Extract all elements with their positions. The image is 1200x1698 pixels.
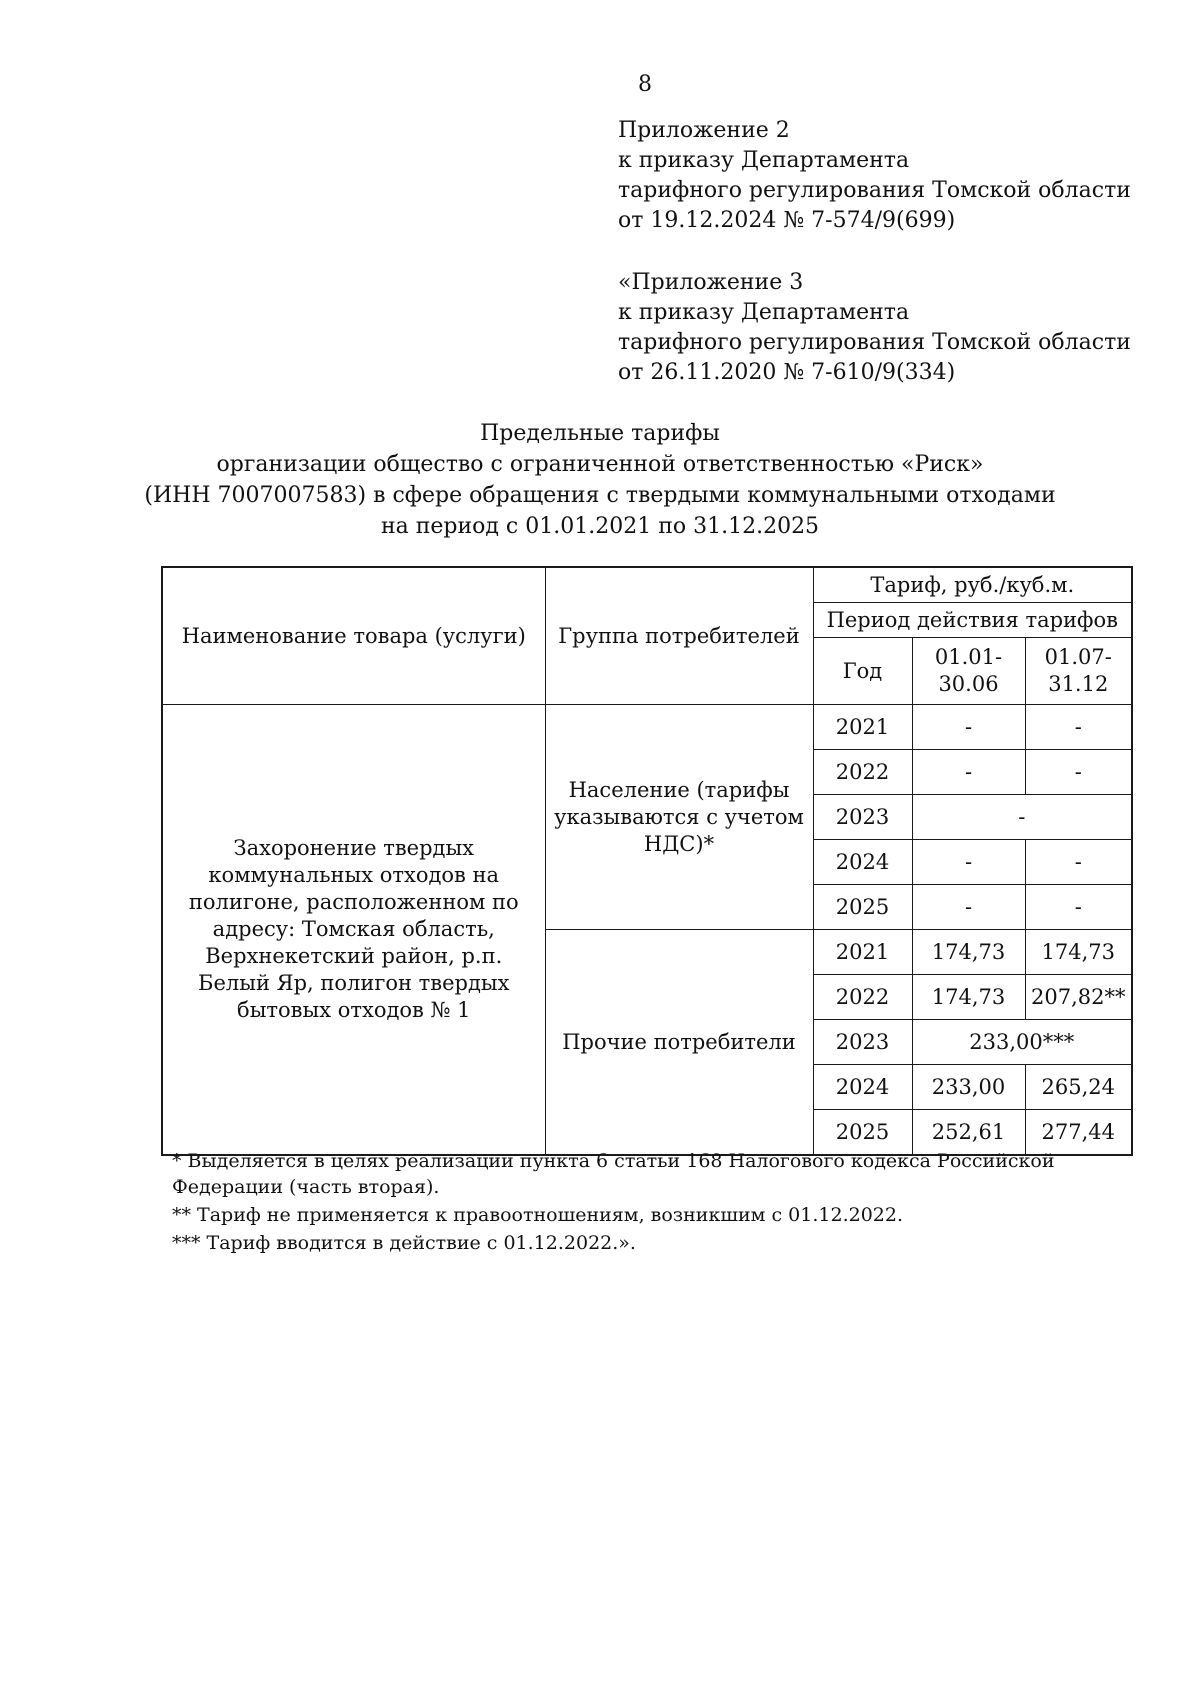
year-cell: 2021 — [813, 705, 912, 750]
year-cell: 2025 — [813, 885, 912, 930]
document-title — [0, 418, 1200, 542]
appendix-line: «Приложение 3 — [618, 270, 804, 295]
value-cell-merged: 233,00*** — [912, 1020, 1132, 1065]
value-cell: - — [1025, 885, 1132, 930]
group-population-cell: Население (тарифы указываются с учетом НДС)* — [545, 705, 813, 930]
tariff-table — [161, 566, 1133, 1156]
value-cell: 174,73 — [912, 975, 1025, 1020]
appendix-line: тарифного регулирования Томской области — [618, 178, 1131, 203]
year-cell: 2024 — [813, 840, 912, 885]
header-tariff: Тариф, руб./куб.м. — [813, 567, 1132, 603]
value-cell: - — [912, 750, 1025, 795]
value-cell: 233,00 — [912, 1065, 1025, 1110]
value-cell: - — [912, 840, 1025, 885]
appendix-line: Приложение 2 — [618, 118, 790, 143]
value-cell: 174,73 — [1025, 930, 1132, 975]
header-year: Год — [813, 638, 912, 705]
value-cell-merged: - — [912, 795, 1132, 840]
appendix-3-header — [618, 268, 1131, 388]
value-cell: 252,61 — [912, 1110, 1025, 1156]
year-cell: 2025 — [813, 1110, 912, 1156]
footnotes — [172, 1148, 1132, 1258]
value-cell: - — [1025, 750, 1132, 795]
value-cell: 277,44 — [1025, 1110, 1132, 1156]
appendix-line: тарифного регулирования Томской области — [618, 330, 1131, 355]
header-product: Наименование товара (услуги) — [162, 567, 545, 705]
year-cell: 2021 — [813, 930, 912, 975]
footnote: *** Тариф вводится в действие с 01.12.2022.». — [172, 1232, 636, 1254]
footnote: * Выделяется в целях реализации пункта 6 статьи 168 Налогового кодекса Российской Федерации (часть вторая). — [172, 1150, 1055, 1198]
header-group: Группа потребителей — [545, 567, 813, 705]
group-other-cell: Прочие потребители — [545, 930, 813, 1156]
header-period: Период действия тарифов — [813, 603, 1132, 638]
page-number: 8 — [638, 72, 652, 97]
product-name-cell: Захоронение твердых коммунальных отходов на полигоне, расположенном по адресу: Томская область, Верхнекетский район, р.п. Белый Яр, полигон твердых бытовых отходов № 1 — [162, 705, 545, 1156]
year-cell: 2023 — [813, 1020, 912, 1065]
title-line: (ИНН 7007007583) в сфере обращения с твердыми коммунальными отходами — [144, 483, 1056, 508]
appendix-line: от 26.11.2020 № 7-610/9(334) — [618, 360, 956, 385]
value-cell: 174,73 — [912, 930, 1025, 975]
footnote: ** Тариф не применяется к правоотношениям, возникшим с 01.12.2022. — [172, 1204, 903, 1226]
year-cell: 2023 — [813, 795, 912, 840]
table-row — [162, 705, 1132, 750]
value-cell: 207,82** — [1025, 975, 1132, 1020]
appendix-line: от 19.12.2024 № 7-574/9(699) — [618, 208, 956, 233]
appendix-line: к приказу Департамента — [618, 300, 910, 325]
year-cell: 2022 — [813, 750, 912, 795]
year-cell: 2022 — [813, 975, 912, 1020]
value-cell: 265,24 — [1025, 1065, 1132, 1110]
value-cell: - — [912, 885, 1025, 930]
title-line: Предельные тарифы — [480, 421, 720, 446]
appendix-line: к приказу Департамента — [618, 148, 910, 173]
year-cell: 2024 — [813, 1065, 912, 1110]
value-cell: - — [912, 705, 1025, 750]
header-half-1: 01.01-30.06 — [912, 638, 1025, 705]
appendix-2-header — [618, 116, 1131, 236]
title-line: на период с 01.01.2021 по 31.12.2025 — [380, 514, 820, 539]
value-cell: - — [1025, 705, 1132, 750]
value-cell: - — [1025, 840, 1132, 885]
header-half-2: 01.07-31.12 — [1025, 638, 1132, 705]
title-line: организации общество с ограниченной ответственностью «Риск» — [216, 452, 984, 477]
